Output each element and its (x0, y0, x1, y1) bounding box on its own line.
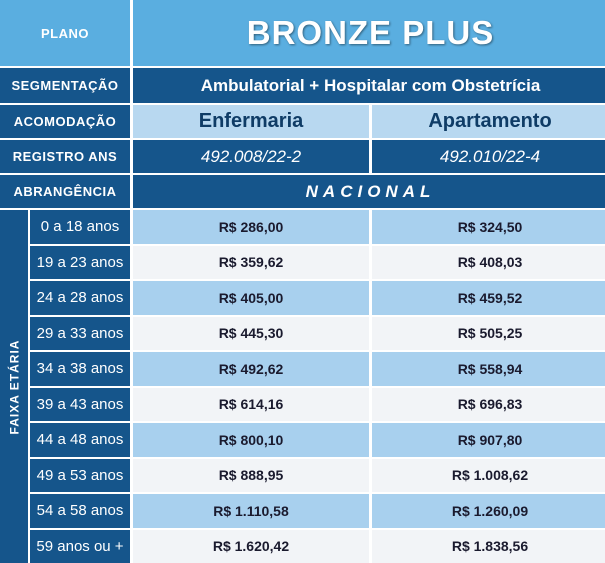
price-apartamento: R$ 558,94 (372, 352, 605, 386)
price-apartamento: R$ 505,25 (372, 317, 605, 351)
age-range: 54 a 58 anos (28, 494, 130, 528)
segmentacao-label: SEGMENTAÇÃO (0, 68, 130, 103)
price-enfermaria: R$ 359,62 (133, 246, 369, 280)
abrangencia-label: ABRANGÊNCIA (0, 175, 130, 208)
age-range: 44 a 48 anos (28, 423, 130, 457)
registro-label: REGISTRO ANS (0, 140, 130, 173)
registro-apartamento: 492.010/22-4 (372, 140, 605, 173)
price-enfermaria: R$ 445,30 (133, 317, 369, 351)
price-apartamento: R$ 324,50 (372, 210, 605, 244)
abrangencia-value: NACIONAL (133, 175, 605, 208)
age-range: 29 a 33 anos (28, 317, 130, 351)
price-apartamento: R$ 459,52 (372, 281, 605, 315)
price-apartamento: R$ 1.838,56 (372, 530, 605, 563)
age-range: 19 a 23 anos (28, 246, 130, 280)
price-enfermaria: R$ 405,00 (133, 281, 369, 315)
price-enfermaria: R$ 888,95 (133, 459, 369, 493)
price-enfermaria: R$ 614,16 (133, 388, 369, 422)
segmentacao-value: Ambulatorial + Hospitalar com Obstetrícia (133, 68, 605, 103)
plan-title: BRONZE PLUS (133, 0, 605, 66)
age-range: 0 a 18 anos (28, 210, 130, 244)
age-range: 34 a 38 anos (28, 352, 130, 386)
price-enfermaria: R$ 1.110,58 (133, 494, 369, 528)
price-enfermaria: R$ 492,62 (133, 352, 369, 386)
price-apartamento: R$ 408,03 (372, 246, 605, 280)
acomodacao-apartamento: Apartamento (372, 105, 605, 138)
price-enfermaria: R$ 286,00 (133, 210, 369, 244)
acomodacao-enfermaria: Enfermaria (133, 105, 369, 138)
price-apartamento: R$ 1.008,62 (372, 459, 605, 493)
registro-enfermaria: 492.008/22-2 (133, 140, 369, 173)
price-enfermaria: R$ 800,10 (133, 423, 369, 457)
plano-label: PLANO (0, 0, 130, 66)
age-range: 24 a 28 anos (28, 281, 130, 315)
price-apartamento: R$ 907,80 (372, 423, 605, 457)
price-enfermaria: R$ 1.620,42 (133, 530, 369, 563)
acomodacao-label: ACOMODAÇÃO (0, 105, 130, 138)
faixa-etaria-label: FAIXA ETÁRIA (0, 210, 28, 563)
price-apartamento: R$ 1.260,09 (372, 494, 605, 528)
age-range: 49 a 53 anos (28, 459, 130, 493)
age-range: 59 anos ou + (28, 530, 130, 563)
price-apartamento: R$ 696,83 (372, 388, 605, 422)
age-range: 39 a 43 anos (28, 388, 130, 422)
faixa-etaria-column (0, 210, 130, 563)
